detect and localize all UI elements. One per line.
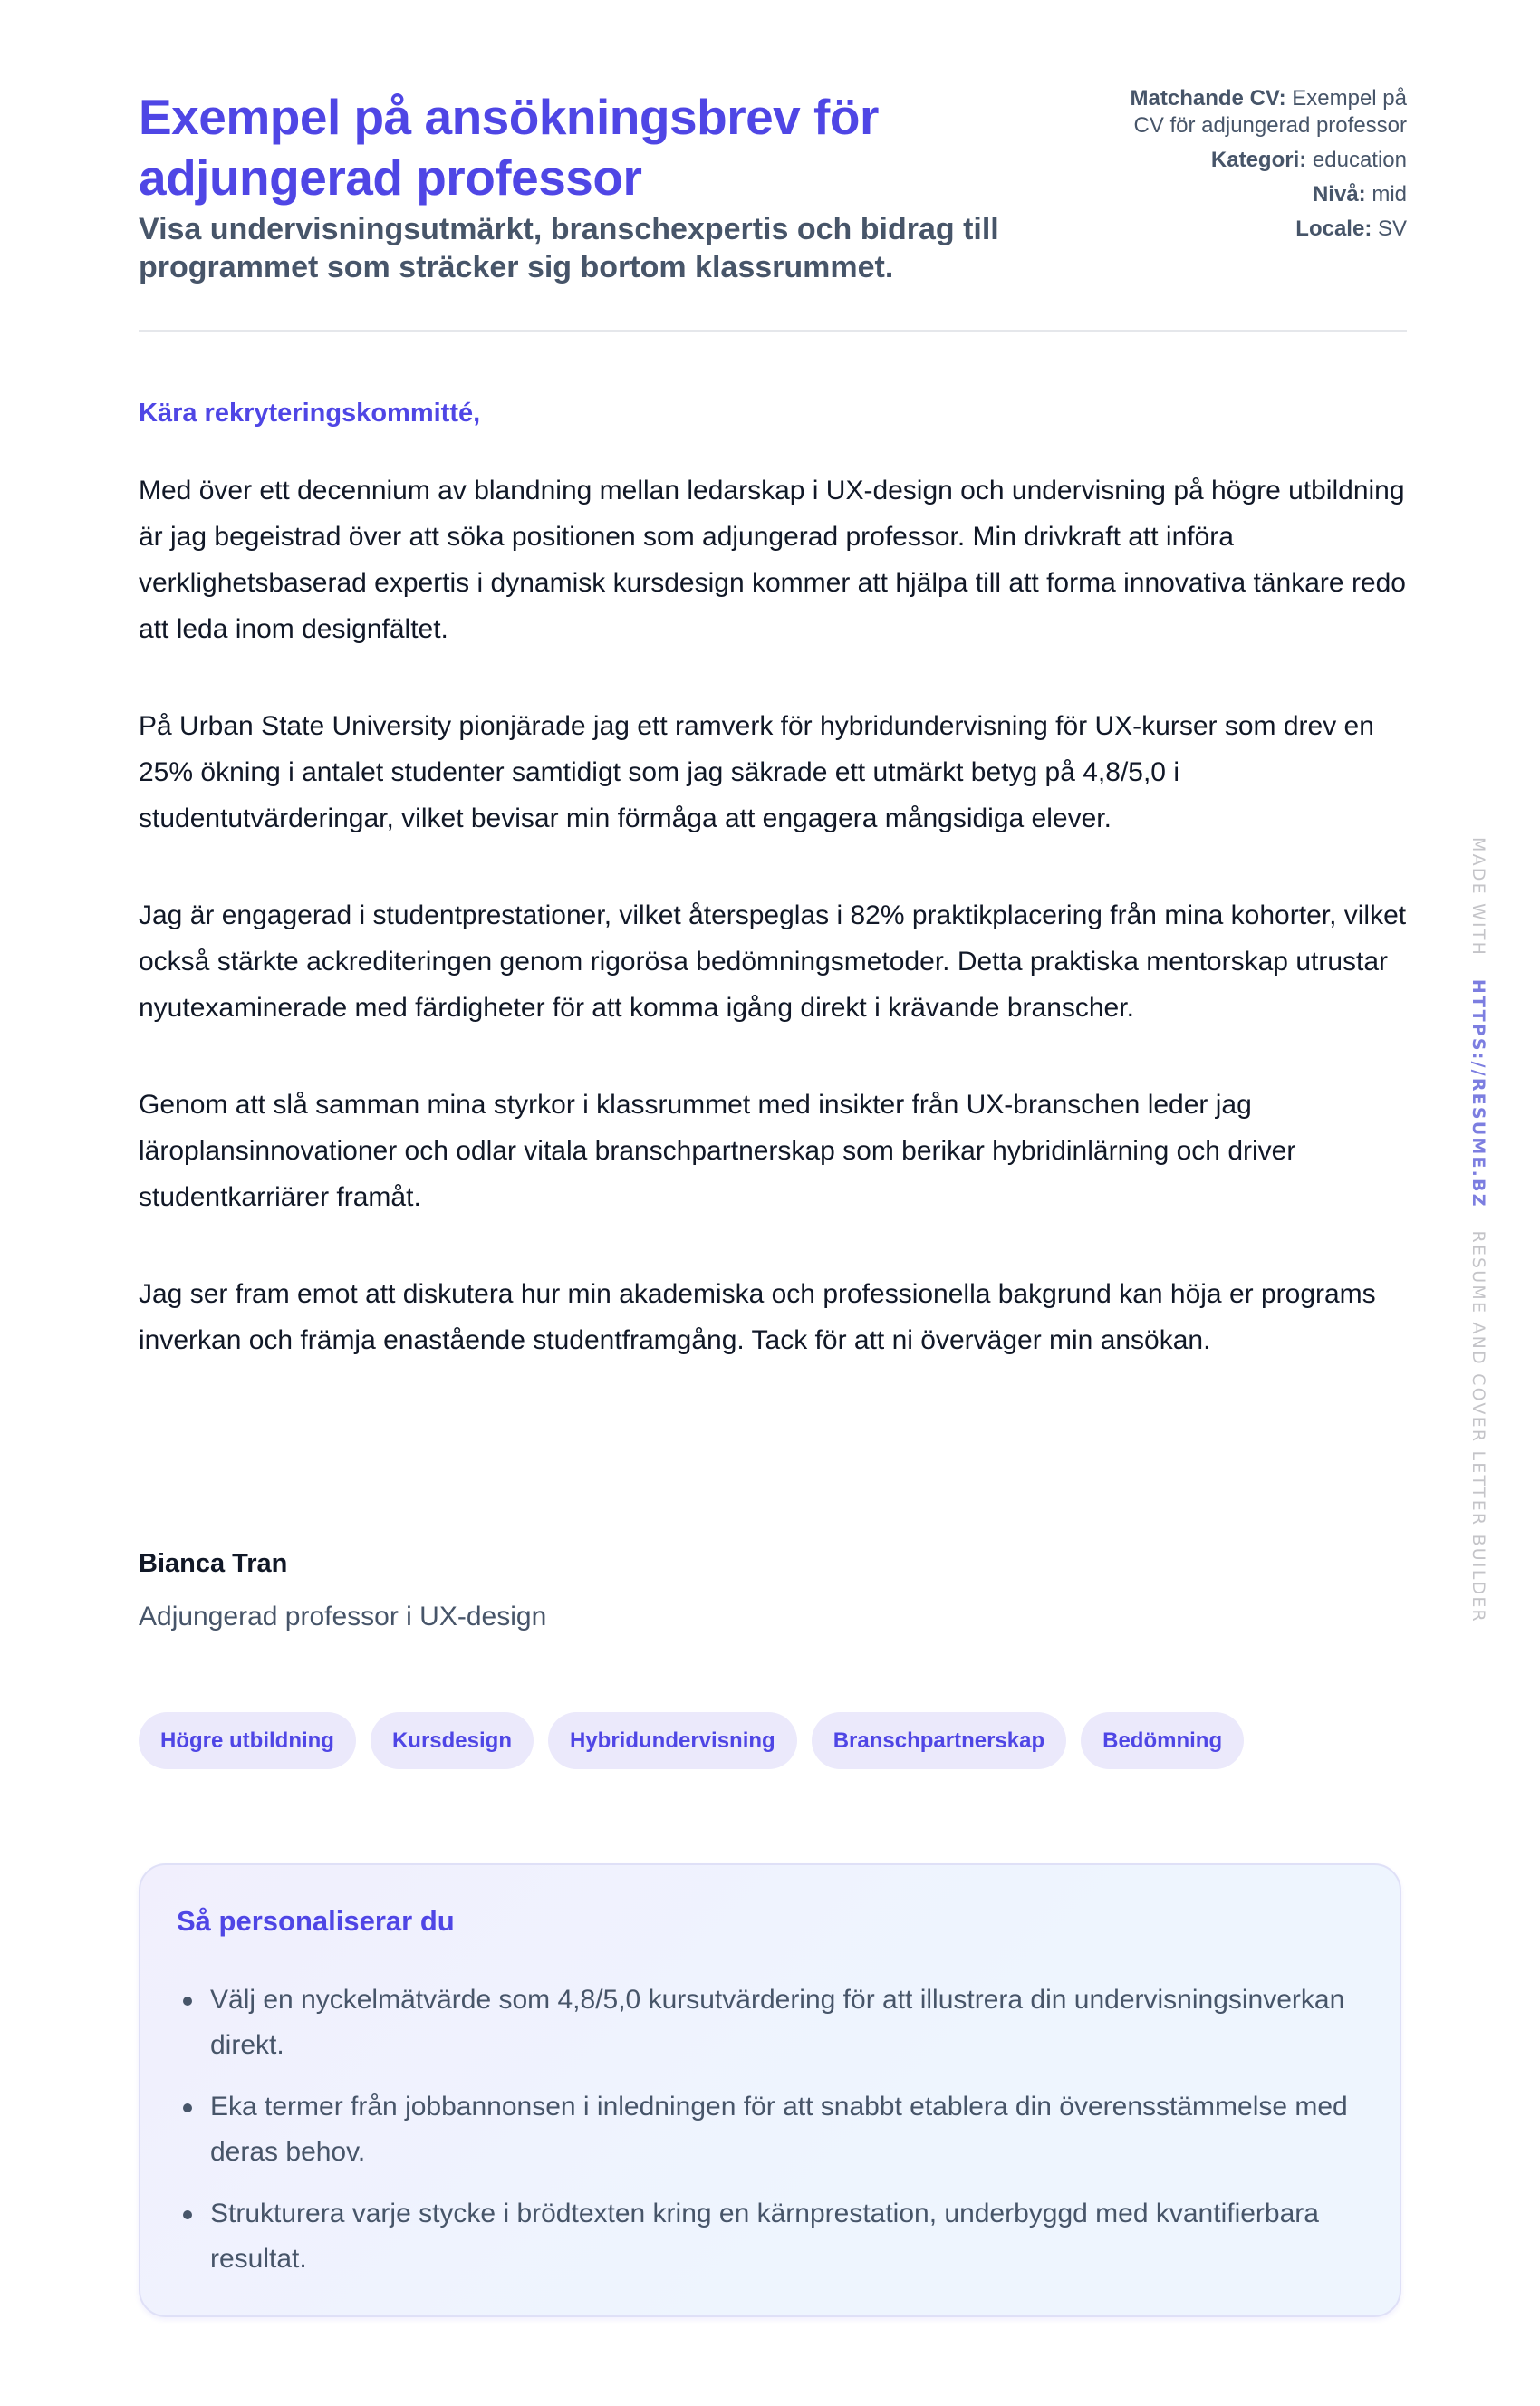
letter-paragraph: Med över ett decennium av blandning mellan ledarskap i UX-design och undervisning på högre utbildning är jag begeistrad över att söka positionen som adjungerad professor. Min drivkraft att införa verklighetsbaserad expertis i dynamisk kursdesign kommer att hjälpa till att forma innovativa tänkare redo att leda inom designfältet. (139, 476, 1406, 644)
tip-item (177, 1978, 1363, 2068)
signature-title: Adjungerad professor i UX-design (139, 1602, 547, 1631)
meta-level (1108, 181, 1407, 208)
meta-value: SV (1377, 217, 1407, 241)
meta-key: Kategori: (1210, 148, 1307, 172)
signature-name: Bianca Tran (139, 1549, 288, 1578)
meta-value: education (1312, 148, 1407, 172)
meta-matching-cv (1108, 85, 1407, 140)
bullet-icon (183, 1997, 192, 2006)
tag[interactable]: Branschpartnerskap (812, 1712, 1066, 1769)
tip-text: Strukturera varje stycke i brödtexten kring en kärnprestation, underbyggd med kvantifierbara resultat. (210, 2199, 1319, 2274)
meta-key: Nivå: (1312, 182, 1366, 207)
meta-value: Exempel på CV för adjungerad professor (1133, 86, 1407, 138)
tip-text: Välj en nyckelmätvärde som 4,8/5,0 kursutvärdering för att illustrera din undervisningsinverkan direkt. (210, 1985, 1345, 2060)
letter-paragraph: Jag ser fram emot att diskutera hur min akademiska och professionella bakgrund kan höja er programs inverkan och främja enastående studentframgång. Tack för att ni överväger min ansökan. (139, 1279, 1376, 1355)
page-title: Exempel på ansökningsbrev för adjungerad professor (139, 89, 879, 206)
meta-key: Matchande CV: (1130, 86, 1286, 111)
letter-body (139, 467, 1407, 1414)
tag[interactable]: Bedömning (1081, 1712, 1244, 1769)
meta-key: Locale: (1295, 217, 1372, 241)
letter-paragraph: Genom att slå samman mina styrkor i klassrummet med insikter från UX-branschen leder jag läroplansinnovationer och odlar vitala branschpartnerskap som berikar hybridinlärning och driver studentkarriärer framåt. (139, 1090, 1296, 1212)
tag[interactable]: Hybridundervisning (548, 1712, 797, 1769)
tips-list (177, 1978, 1363, 2282)
tag-list (139, 1712, 1244, 1769)
made-with-watermark (1468, 837, 1488, 1623)
tip-item (177, 2191, 1363, 2282)
meta-category (1108, 147, 1407, 174)
tip-text: Eka termer från jobbannonsen i inledningen för att snabbt etablera din överensstämmelse med deras behov. (210, 2092, 1348, 2167)
page-subtitle: Visa undervisningsutmärkt, branschexpertis och bidrag till programmet som sträcker sig bortom klassrummet. (139, 212, 999, 284)
meta-locale (1108, 216, 1407, 243)
tip-item (177, 2084, 1363, 2175)
letter-paragraph: Jag är engagerad i studentprestationer, vilket återspeglas i 82% praktikplacering från mina kohorter, vilket också stärkte ackrediteringen genom rigorösa bedömningsmetoder. Detta praktiska mentorskap utrustar nyutexaminerade med färdigheter för att komma igång direkt i krävande branscher. (139, 900, 1407, 1023)
letter-paragraph: På Urban State University pionjärade jag ett ramverk för hybridundervisning för UX-kurser som drev en 25% ökning i antalet studenter samtidigt som jag säkrade ett utmärkt betyg på 4,8/5,0 i studentutvärderingar, vilket bevisar min förmåga att engagera mångsidiga elever. (139, 711, 1374, 833)
tips-title: Så personaliserar du (177, 1905, 455, 1937)
page-header (139, 0, 1407, 332)
bullet-icon (183, 2210, 192, 2219)
watermark-link[interactable]: HTTPS://RESUME.BZ (1468, 978, 1488, 1208)
meta-value: mid (1372, 182, 1407, 207)
tag[interactable]: Högre utbildning (139, 1712, 356, 1769)
meta-info (1108, 85, 1407, 250)
bullet-icon (183, 2103, 192, 2112)
cover-letter-page (139, 0, 1407, 2274)
watermark-prefix: MADE WITH (1468, 837, 1488, 958)
tag[interactable]: Kursdesign (371, 1712, 534, 1769)
personalization-tips-box (139, 1863, 1401, 2317)
letter-greeting: Kära rekryteringskommitté, (139, 399, 481, 428)
watermark-suffix: RESUME AND COVER LETTER BUILDER (1468, 1230, 1488, 1623)
